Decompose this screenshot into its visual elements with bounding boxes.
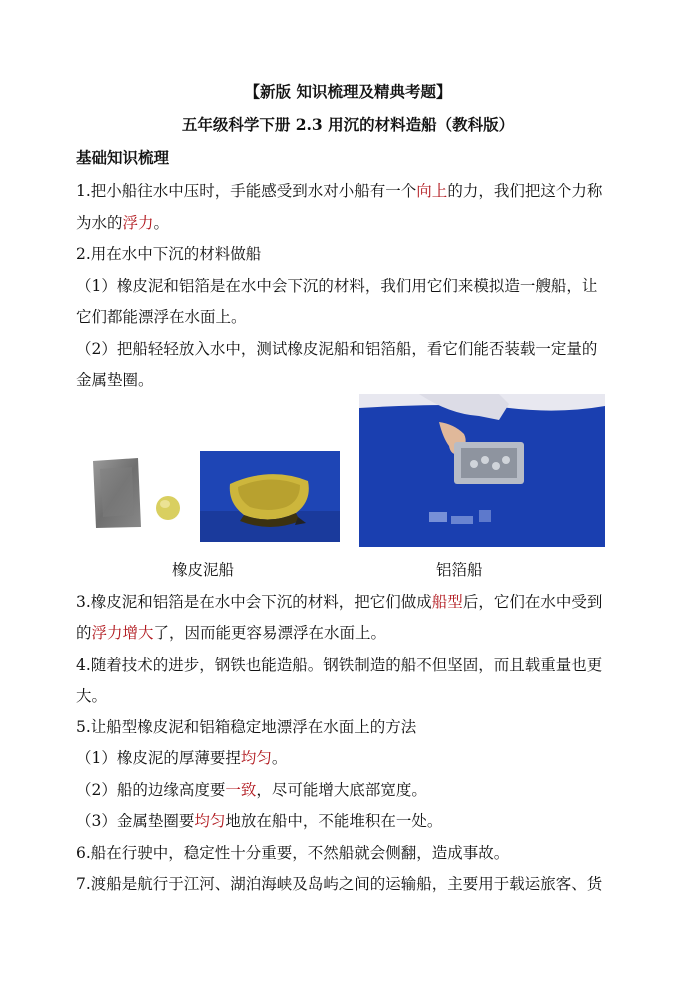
- item-4-line-1: 4.随着技术的进步，钢铁也能造船。钢铁制造的船不但坚固，而且载重量也更: [76, 656, 603, 674]
- document-title: 【新版 知识梳理及精典考题】: [244, 82, 452, 101]
- item-1-line-2: 为水的浮力。: [76, 214, 170, 232]
- item-2-1-line-1: （1）橡皮泥和铝箔是在水中会下沉的材料，我们用它们来模拟造一艘船，让: [76, 277, 598, 295]
- item-3-line-2: 的浮力增大了，因而能更容易漂浮在水面上。: [76, 624, 387, 642]
- emphasis-buoyancy: 浮力: [122, 214, 154, 232]
- item-6: 6.船在行驶中，稳定性十分重要，不然船就会侧翻，造成事故。: [76, 844, 510, 862]
- item-4-line-2: 大。: [76, 687, 108, 705]
- section-heading: 基础知识梳理: [76, 148, 170, 167]
- item-2-1-line-2: 它们都能漂浮在水面上。: [76, 308, 247, 326]
- foil-boat-photo: [359, 394, 605, 547]
- item-5-2: （2）船的边缘高度要一致，尽可能增大底部宽度。: [76, 781, 427, 799]
- document-subtitle: 五年级科学下册 2.3 用沉的材料造船（教科版）: [181, 115, 515, 134]
- emphasis-consistent: 一致: [225, 781, 257, 799]
- item-7: 7.渡船是航行于江河、湖泊海峡及岛屿之间的运输船，主要用于载运旅客、货: [76, 875, 603, 893]
- item-3-line-1: 3.橡皮泥和铝箔是在水中会下沉的材料，把它们做成船型后，它们在水中受到: [76, 593, 603, 611]
- emphasis-upward: 向上: [416, 182, 448, 200]
- item-2: 2.用在水中下沉的材料做船: [76, 245, 262, 263]
- item-2-2-line-1: （2）把船轻轻放入水中，测试橡皮泥船和铝箔船，看它们能否装载一定量的: [76, 340, 598, 358]
- item-5-1: （1）橡皮泥的厚薄要捏均匀。: [76, 749, 288, 767]
- emphasis-even: 均匀: [240, 749, 272, 767]
- item-2-2-line-2: 金属垫圈。: [76, 371, 154, 389]
- caption-foil-boat: 铝箔船: [436, 561, 483, 579]
- emphasis-boat-shape: 船型: [431, 593, 463, 611]
- caption-clay-boat: 橡皮泥船: [172, 561, 235, 579]
- item-5-3: （3）金属垫圈要均匀地放在船中，不能堆积在一处。: [76, 812, 443, 830]
- clay-boat-photo: [200, 451, 340, 542]
- emphasis-buoyancy-increase: 浮力增大: [91, 624, 154, 642]
- emphasis-evenly: 均匀: [194, 812, 226, 830]
- item-5: 5.让船型橡皮泥和铝箱稳定地漂浮在水面上的方法: [76, 718, 417, 736]
- foil-and-clay-photo: [88, 455, 188, 530]
- item-1-line-1: 1.把小船往水中压时，手能感受到水对小船有一个向上的力，我们把这个力称: [76, 182, 603, 200]
